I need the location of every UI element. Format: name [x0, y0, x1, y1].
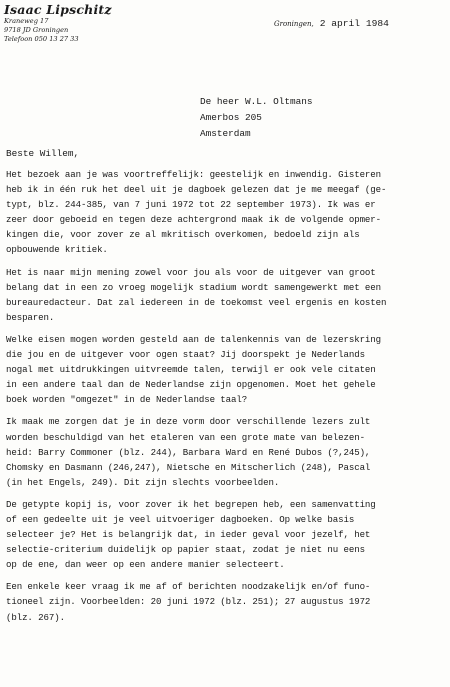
letterhead	[4, 2, 154, 44]
paragraph-6	[6, 579, 446, 624]
text-line: heb ik in één ruk het deel uit je dagboek gelezen dat je me meegaf (ge-	[6, 184, 387, 196]
letter-body	[6, 167, 446, 632]
text-line: selecteer je? Het is belangrijk dat, in ieder geval voor jezelf, het	[6, 529, 371, 541]
recipient-name: De heer W.L. Oltmans	[200, 96, 313, 107]
recipient-street: Amerbos 205	[200, 112, 262, 123]
dateline	[274, 18, 389, 29]
recipient-city: Amsterdam	[200, 128, 251, 139]
paragraph-1	[6, 167, 446, 258]
date-place: Groningen,	[274, 20, 314, 28]
text-line: die jou en de uitgever voor ogen staat? Jij doorspekt je Nederlands	[6, 349, 365, 361]
letter-date: 2 april 1984	[319, 18, 389, 29]
text-line: kingen die, voor zover ze al mkritisch overkomen, bedoeld zijn als	[6, 229, 360, 241]
text-line: Welke eisen mogen worden gesteld aan de talenkennis van de lezerskring	[6, 333, 382, 345]
text-line: Een enkele keer vraag ik me af of berichten noodzakelijk en/of funo-	[6, 581, 371, 593]
text-line: zeer door geboeid en tegen deze achtergrond maak ik de volgende opmer-	[6, 214, 382, 226]
text-line: tioneel zijn. Voorbeelden: 20 juni 1972 (blz. 251); 27 augustus 1972	[6, 596, 371, 608]
text-line: heid: Barry Commoner (blz. 244), Barbara Ward en René Dubos (?,245),	[6, 446, 371, 458]
text-line: Het bezoek aan je was voortreffelijk: geestelijk en inwendig. Gisteren	[6, 169, 382, 180]
paragraph-5	[6, 497, 446, 572]
paragraph-3	[6, 332, 446, 407]
text-line: belang dat in een zo vroeg mogelijk stadium wordt samengewerkt met een	[6, 281, 382, 293]
text-line: of een gedeelte uit je veel uitvoeriger dagboeken. Op welke basis	[6, 513, 355, 525]
sender-phone: Telefoon 050 13 27 33	[4, 35, 79, 43]
sender-city: 9718 JD Groningen	[4, 26, 69, 34]
recipient-address	[200, 94, 313, 142]
text-line: nogal met uitdrukkingen uitvreemde talen, terwijl er ook vele citaten	[6, 364, 376, 376]
salutation: Beste Willem,	[6, 148, 80, 159]
text-line: selectie-criterium duidelijk op papier staat, zodat je niet nu eens	[6, 544, 365, 556]
text-line: besparen.	[6, 311, 55, 323]
text-line: (blz. 267).	[6, 611, 65, 623]
text-line: Ik maak me zorgen dat je in deze vorm door verschillende lezers zult	[6, 416, 371, 428]
sender-name: Isaac Lipschitz	[4, 2, 112, 17]
sender-street: Kraneweg 17	[4, 17, 49, 25]
paragraph-4	[6, 414, 446, 489]
text-line: op de ene, dan weer op een andere manier selecteert.	[6, 559, 285, 571]
text-line: typt, blz. 244-385, van 7 juni 1972 tot 22 september 1973). Ik was er	[6, 199, 376, 211]
text-line: (in het Engels, 249). Dit zijn slechts voorbeelden.	[6, 476, 280, 488]
text-line: worden beschuldigd van het etaleren van een grote mate van belezen-	[6, 431, 365, 443]
text-line: Het is naar mijn mening zowel voor jou als voor de uitgever van groot	[6, 266, 376, 278]
text-line: bureauredacteur. Dat zal iedereen in de toekomst veel ergenis en kosten	[6, 296, 387, 308]
paragraph-2	[6, 265, 446, 325]
text-line: De getypte kopij is, voor zover ik het begrepen heb, een samenvatting	[6, 498, 376, 510]
text-line: in een andere taal dan de Nederlandse zijn opgenomen. Moet het gehele	[6, 379, 376, 391]
text-line: opbouwende kritiek.	[6, 244, 108, 256]
text-line: boek worden "omgezet" in de Nederlandse taal?	[6, 394, 248, 406]
text-line: Chomsky en Dasmann (246,247), Nietsche en Mitscherlich (248), Pascal	[6, 461, 371, 473]
